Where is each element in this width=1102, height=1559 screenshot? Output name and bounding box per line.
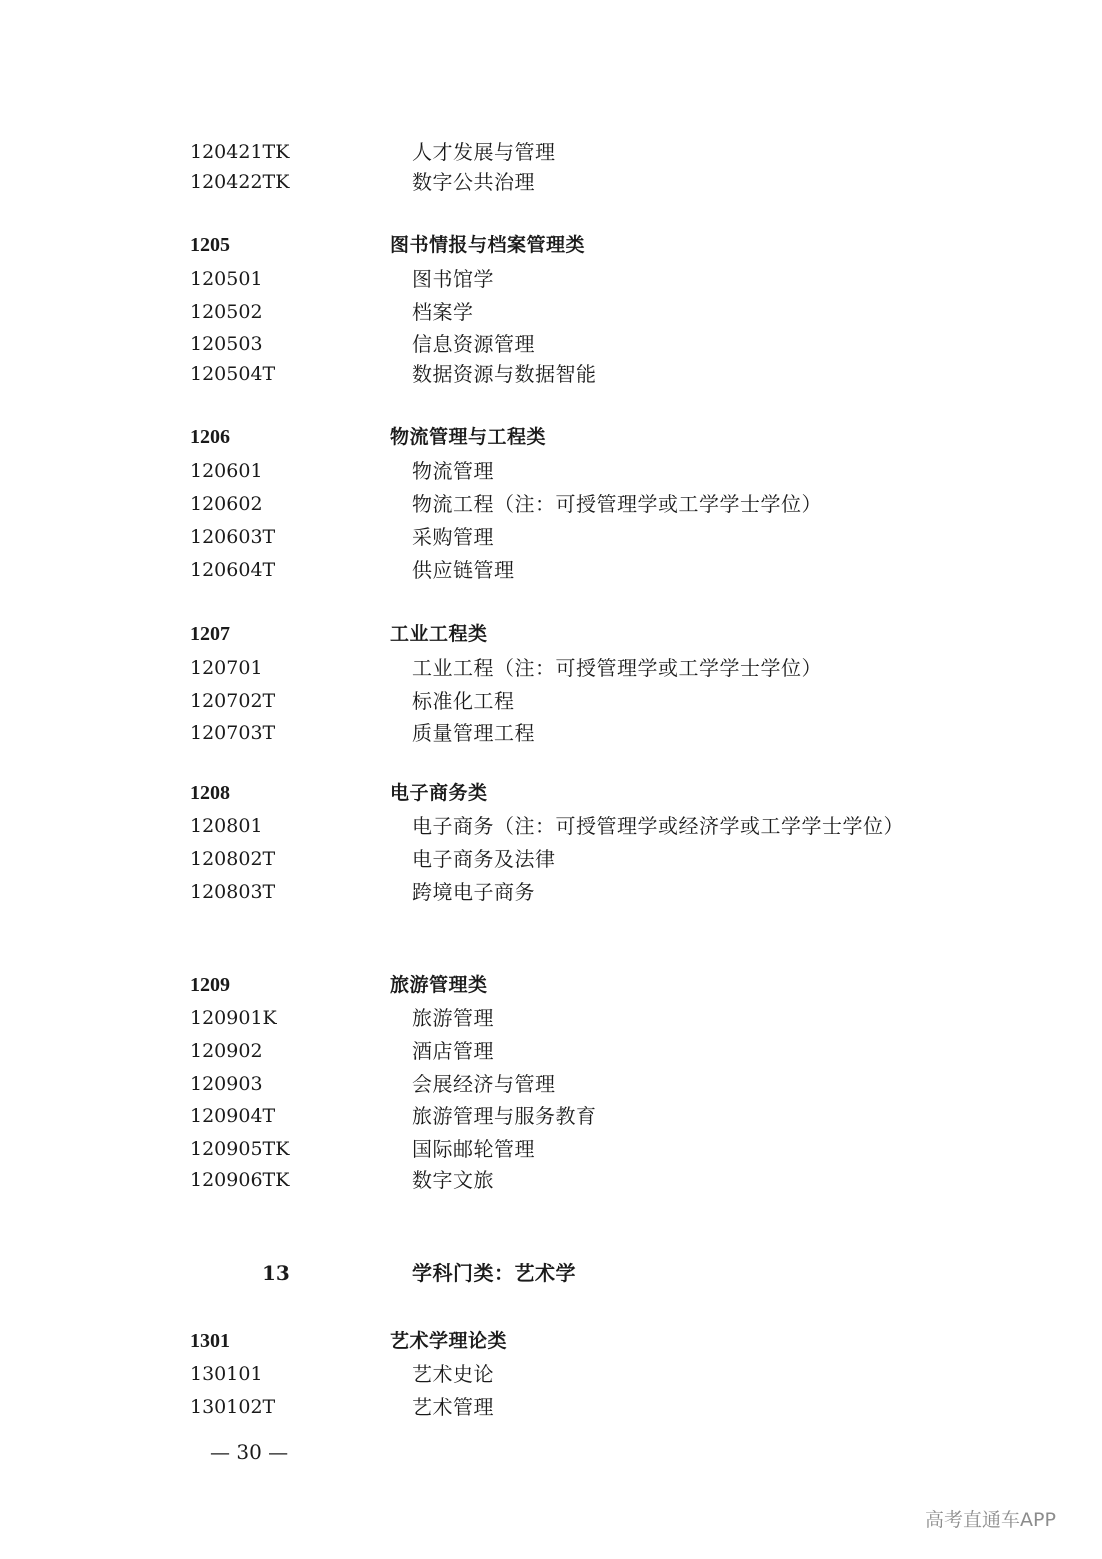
major-row-120901K bbox=[0, 1003, 1102, 1033]
category-name: 艺术学理论类 bbox=[390, 1330, 508, 1352]
major-name: 数据资源与数据智能 bbox=[412, 362, 597, 386]
discipline-name: 学科门类：艺术学 bbox=[412, 1261, 576, 1285]
major-code: 120701 bbox=[190, 657, 263, 679]
major-name: 质量管理工程 bbox=[412, 721, 535, 745]
major-name: 会展经济与管理 bbox=[412, 1072, 556, 1096]
major-name: 数字公共治理 bbox=[412, 170, 535, 194]
major-row-120906TK bbox=[0, 1165, 1102, 1195]
major-row-120604T bbox=[0, 555, 1102, 585]
major-name: 电子商务（注：可授管理学或经济学或工学学士学位） bbox=[412, 814, 904, 838]
major-name: 艺术史论 bbox=[412, 1362, 494, 1386]
major-name: 物流工程（注：可授管理学或工学学士学位） bbox=[412, 492, 822, 516]
major-row-120603T bbox=[0, 522, 1102, 552]
major-code: 120905TK bbox=[190, 1138, 290, 1160]
category-row-1301 bbox=[0, 1326, 1102, 1356]
major-name: 电子商务及法律 bbox=[412, 847, 556, 871]
major-row-120422TK bbox=[0, 167, 1102, 197]
major-code: 120801 bbox=[190, 815, 263, 837]
major-row-130101 bbox=[0, 1359, 1102, 1389]
major-code: 120903 bbox=[190, 1073, 263, 1095]
major-name: 国际邮轮管理 bbox=[412, 1137, 535, 1161]
major-code: 120904T bbox=[190, 1105, 276, 1127]
major-row-120602 bbox=[0, 489, 1102, 519]
major-code: 120901K bbox=[190, 1007, 277, 1029]
major-name: 数字文旅 bbox=[412, 1168, 494, 1192]
category-name: 工业工程类 bbox=[390, 623, 488, 645]
page-number: — 30 — bbox=[210, 1440, 289, 1464]
major-code: 120803T bbox=[190, 881, 276, 903]
major-name: 酒店管理 bbox=[412, 1039, 494, 1063]
major-code: 130102T bbox=[190, 1396, 276, 1418]
category-name: 图书情报与档案管理类 bbox=[390, 234, 586, 256]
major-name: 物流管理 bbox=[412, 459, 494, 483]
category-row-1208 bbox=[0, 778, 1102, 808]
category-code: 1208 bbox=[190, 782, 230, 804]
major-row-120501 bbox=[0, 264, 1102, 294]
category-row-1205 bbox=[0, 230, 1102, 260]
major-code: 120603T bbox=[190, 526, 276, 548]
major-code: 120702T bbox=[190, 690, 276, 712]
major-code: 120902 bbox=[190, 1040, 263, 1062]
major-name: 图书馆学 bbox=[412, 267, 494, 291]
major-row-120502 bbox=[0, 297, 1102, 327]
major-name: 人才发展与管理 bbox=[412, 140, 556, 164]
category-name: 物流管理与工程类 bbox=[390, 426, 547, 448]
major-name: 跨境电子商务 bbox=[412, 880, 535, 904]
major-code: 120422TK bbox=[190, 171, 290, 193]
discipline-heading-13 bbox=[0, 1258, 1102, 1288]
category-code: 1209 bbox=[190, 974, 230, 996]
major-row-120421TK bbox=[0, 137, 1102, 167]
major-code: 120504T bbox=[190, 363, 276, 385]
major-row-120903 bbox=[0, 1069, 1102, 1099]
major-row-120905TK bbox=[0, 1134, 1102, 1164]
major-code: 120501 bbox=[190, 268, 263, 290]
category-name: 电子商务类 bbox=[390, 782, 488, 804]
major-row-120601 bbox=[0, 456, 1102, 486]
major-row-130102T bbox=[0, 1392, 1102, 1422]
category-row-1206 bbox=[0, 422, 1102, 452]
category-name: 旅游管理类 bbox=[390, 974, 488, 996]
category-code: 1207 bbox=[190, 623, 230, 645]
major-code: 120802T bbox=[190, 848, 276, 870]
watermark: 高考直通车APP bbox=[925, 1509, 1056, 1531]
major-name: 旅游管理 bbox=[412, 1006, 494, 1030]
major-row-120504T bbox=[0, 359, 1102, 389]
major-name: 工业工程（注：可授管理学或工学学士学位） bbox=[412, 656, 822, 680]
category-code: 1205 bbox=[190, 234, 230, 256]
major-name: 艺术管理 bbox=[412, 1395, 494, 1419]
major-row-120803T bbox=[0, 877, 1102, 907]
category-row-1209 bbox=[0, 970, 1102, 1000]
major-name: 旅游管理与服务教育 bbox=[412, 1104, 597, 1128]
major-name: 采购管理 bbox=[412, 525, 494, 549]
major-code: 120602 bbox=[190, 493, 263, 515]
major-row-120902 bbox=[0, 1036, 1102, 1066]
major-code: 120604T bbox=[190, 559, 276, 581]
major-code: 120502 bbox=[190, 301, 263, 323]
major-row-120702T bbox=[0, 686, 1102, 716]
major-name: 标准化工程 bbox=[412, 689, 515, 713]
major-row-120703T bbox=[0, 718, 1102, 748]
major-name: 档案学 bbox=[412, 300, 474, 324]
major-row-120701 bbox=[0, 653, 1102, 683]
discipline-code: 13 bbox=[262, 1261, 290, 1285]
major-code: 130101 bbox=[190, 1363, 263, 1385]
major-row-120802T bbox=[0, 844, 1102, 874]
major-row-120801 bbox=[0, 811, 1102, 841]
category-code: 1301 bbox=[190, 1330, 230, 1352]
major-code: 120906TK bbox=[190, 1169, 290, 1191]
major-code: 120703T bbox=[190, 722, 276, 744]
major-name: 信息资源管理 bbox=[412, 332, 535, 356]
category-row-1207 bbox=[0, 619, 1102, 649]
major-code: 120601 bbox=[190, 460, 263, 482]
major-name: 供应链管理 bbox=[412, 558, 515, 582]
major-row-120503 bbox=[0, 329, 1102, 359]
major-row-120904T bbox=[0, 1101, 1102, 1131]
major-code: 120503 bbox=[190, 333, 263, 355]
major-code: 120421TK bbox=[190, 141, 290, 163]
category-code: 1206 bbox=[190, 426, 230, 448]
